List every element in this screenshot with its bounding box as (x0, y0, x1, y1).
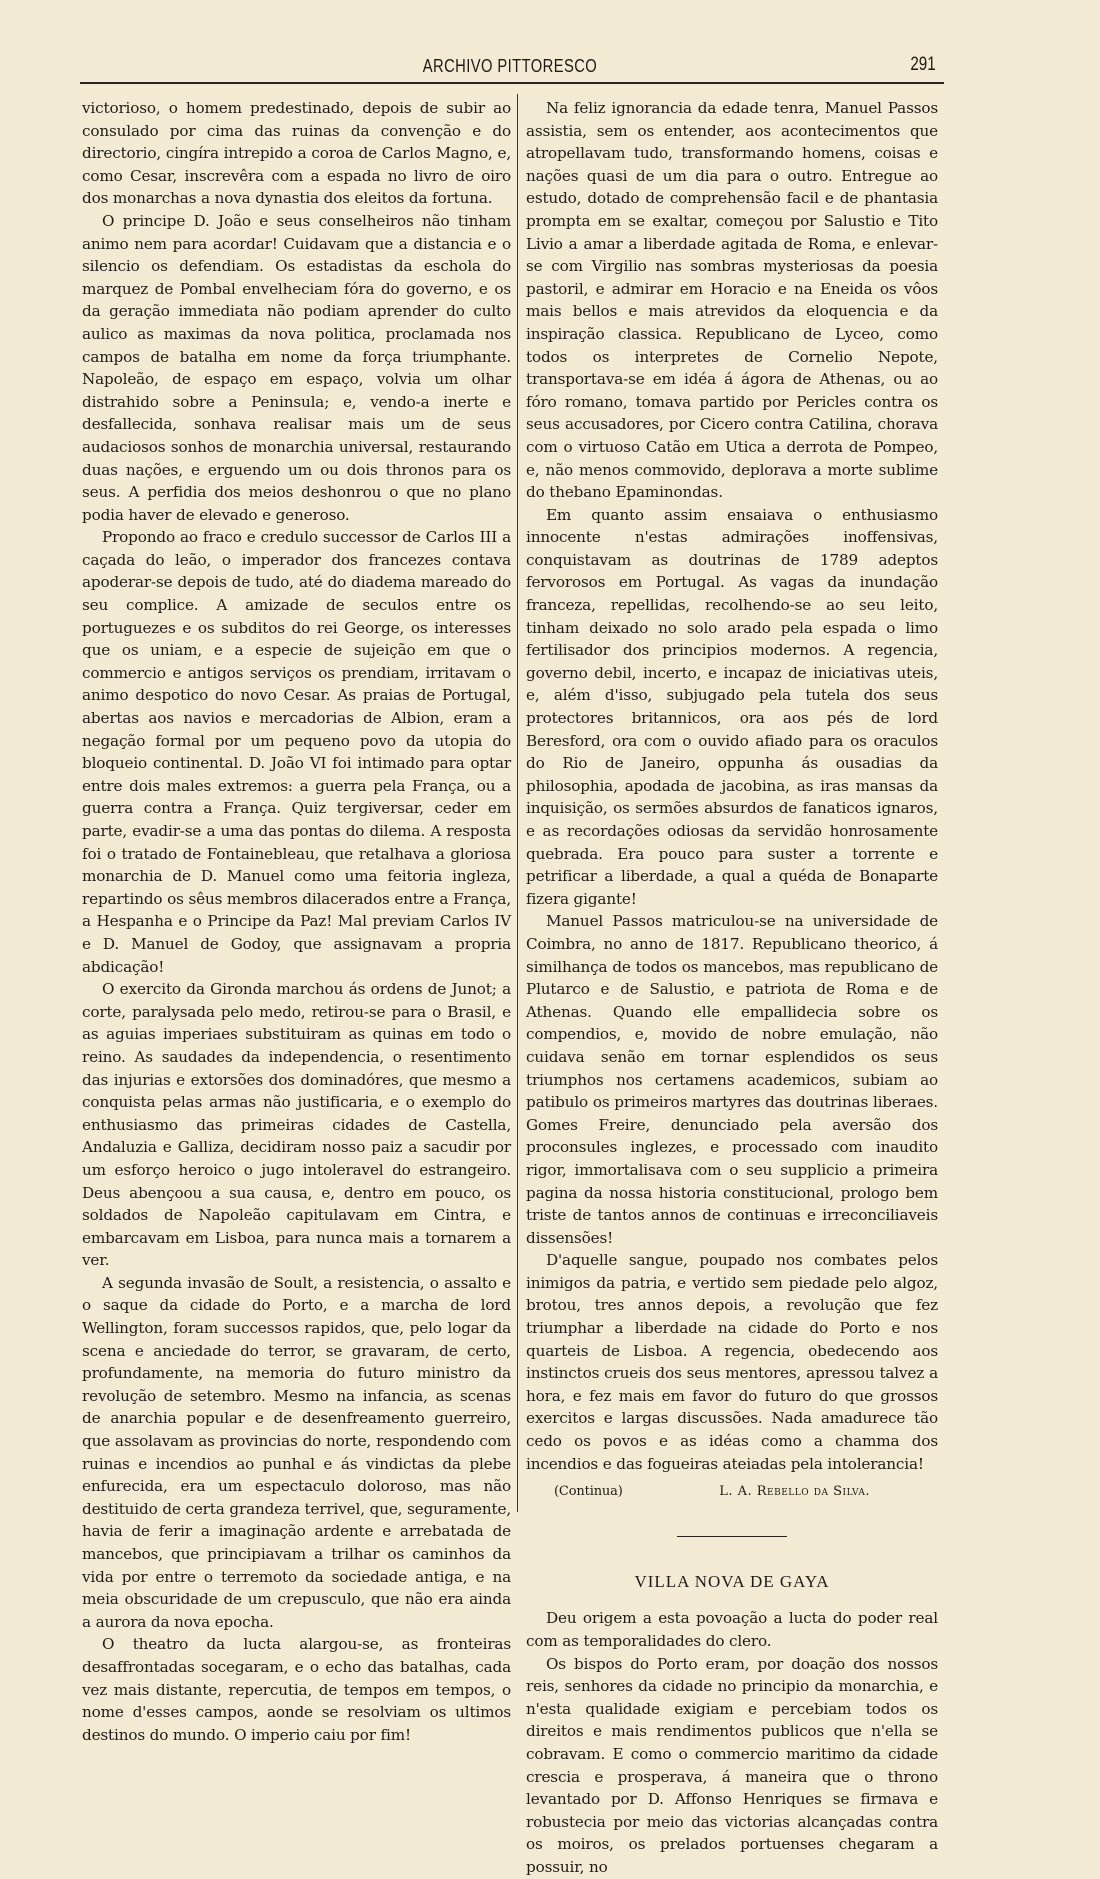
paragraph: D'aquelle sangue, poupado nos combates pelos inimigos da patria, e vertido sem piedade pelo algoz, brotou, tres annos depois, a revolução que fez triumphar a liberdade na cidade do Porto e nos quarteis de Lisboa. A regencia, obedecendo aos instinctos crueis dos seus mentores, apressou talvez a hora, e fez mais em favor do futuro do que grossos exercitos e largas discussões. Nada amadurece tão cedo os povos e as idéas como a chamma dos incendios e das fogueiras ateiadas pela intolerancia! (526, 1251, 938, 1473)
continuation-note: (Continua) (554, 1484, 623, 1500)
right-column (526, 97, 938, 1879)
section-divider (677, 1536, 787, 1537)
header-rule (80, 82, 944, 84)
author-signature: L. A. Rebello da Silva. (719, 1484, 870, 1500)
paragraph: O exercito da Gironda marchou ás ordens de Junot; a corte, paralysada pelo medo, retirou-se para o Brasil, e as aguias imperiaes substituiram as quinas em todo o reino. As saudades da independencia, o resentimento das injurias e extorsões dos dominadóres, que mesmo a conquista pelas armas não justificaria, e o exemplo do enthusiasmo das primeiras cidades de Castella, Andaluzia e Galliza, decidiram nosso paiz a sacudir por um esforço heroico o jugo intoleravel do estrangeiro. Deus abençoou a sua causa, e, dentro em pouco, os soldados de Napoleão capitulavam em Cintra, e embarcavam em Lisboa, para nunca mais a tornarem a ver. (82, 980, 511, 1270)
left-column (82, 97, 511, 1746)
paragraph: Propondo ao fraco e credulo successor de Carlos III a caçada do leão, o imperador dos francezes contava apoderar-se depois de tudo, até do diadema mareado do seu complice. A amizade de seculos entre os portuguezes e os subditos do rei George, os interesses que os uniam, e a especie de sujeição em que o commercio e antigos serviços os prendiam, irritavam o animo despotico do novo Cesar. As praias de Portugal, abertas aos navios e mercadorias de Albion, eram a negação formal por um pequeno povo da utopia do bloqueio continental. D. João VI foi intimado para optar entre dois males extremos: a guerra pela França, ou a guerra contra a França. Quiz tergiversar, ceder em parte, evadir-se a uma das pontas do dilema. A resposta foi o tratado de Fontainebleau, que retalhava a gloriosa monarchia de D. Manuel como uma feitoria ingleza, repartindo os sêus membros dilacerados entre a França, a Hespanha e o Principe da Paz! Mal previam Carlos IV e D. Manuel de Godoy, que assignavam a propria abdicação! (82, 528, 511, 976)
paragraph: A segunda invasão de Soult, a resistencia, o assalto e o saque da cidade do Porto, e a marcha de lord Wellington, foram successos rapidos, que, pelo logar da scena e anciedade do terror, se gravaram, de certo, profundamente, na memoria do futuro ministro da revolução de setembro. Mesmo na infancia, as scenas de anarchia popular e de desenfreamento guerreiro, que assolavam as provincias do norte, respondendo com ruinas e incendios ao punhal e ás vindictas da plebe enfurecida, era um espectaculo doloroso, mas não destituido de certa grandeza terrivel, que, seguramente, havia de ferir a imaginação ardente e arrebatada de mancebos, que principiavam a trilhar os caminhos da vida por entre o terremoto da sociedade antiga, e na meia obscuridade de um crepusculo, que não era ainda a aurora da nova epocha. (82, 1273, 511, 1631)
paragraph: Os bispos do Porto eram, por doação dos nossos reis, senhores da cidade no principio da monarchia, e n'esta qualidade exigiam e percebiam todos os direitos e mais rendimentos publicos que n'ella se cobravam. E como o commercio maritimo da cidade crescia e prosperava, á maneira que o throno levantado por D. Affonso Henriques se firmava e robustecia por meio das victorias alcançadas contra os moiros, os prelados portuenses chegaram a possuir, no (526, 1654, 938, 1876)
paragraph: Na feliz ignorancia da edade tenra, Manuel Passos assistia, sem os entender, aos acontecimentos que atropellavam tudo, transformando homens, coisas e nações quasi de um dia para o outro. Entregue ao estudo, dotado de comprehensão facil e de phantasia prompta em se exaltar, começou por Salustio e Tito Livio a amar a liberdade agitada de Roma, e enlevar-se com Virgilio nas sombras mysteriosas da poesia pastoril, e admirar em Horacio e na Eneida os vôos mais bellos e mais atrevidos da eloquencia e da inspiração classica. Republicano de Lyceo, como todos os interpretes de Cornelio Nepote, transportava-se em idéa á ágora de Athenas, ou ao fóro romano, tomava partido por Pericles contra os seus accusadores, por Cicero contra Catilina, chorava com o virtuoso Catão em Utica a derrota de Pompeo, e, não menos commovido, deplorava a morte sublime do thebano Epaminondas. (526, 99, 938, 502)
paragraph: O theatro da lucta alargou-se, as fronteiras desaffrontadas socegaram, e o echo das batalhas, cada vez mais distante, repercutia, de tempos em tempos, o nome d'esses campos, aonde se resolviam os ultimos destinos do mundo. O imperio caiu por fim! (82, 1635, 511, 1744)
article-signature (526, 1481, 938, 1504)
paragraph: O principe D. João e seus conselheiros não tinham animo nem para acordar! Cuidavam que a distancia e o silencio os defendiam. Os estadistas da eschola do marquez de Pombal envelheciam fóra do governo, e os da geração immediata não podiam aprender do culto aulico as maximas da nova politica, proclamada nos campos de batalha em nome da força triumphante. Napoleão, de espaço em espaço, volvia um olhar distrahido sobre a Peninsula; e, vendo-a inerte e desfallecida, sonhava realisar mais um de seus audaciosos sonhos de monarchia universal, restaurando duas nações, e erguendo um ou dois thronos para os seus. A perfidia dos meios deshonrou o que no plano podia haver de elevado e generoso. (82, 211, 511, 524)
paragraph: Em quanto assim ensaiava o enthusiasmo innocente n'estas admirações inoffensivas, conquistavam as doutrinas de 1789 adeptos fervorosos em Portugal. As vagas da inundação franceza, repellidas, recolhendo-se ao seu leito, tinham deixado no solo arado pela espada o limo fertilisador dos principios modernos. A regencia, governo debil, incerto, e incapaz de iniciativas uteis, e, além d'isso, subjugado pela tutela dos seus protectores britannicos, ora aos pés de lord Beresford, ora com o ouvido afiado para os oraculos do Rio de Janeiro, oppunha ás ousadias da philosophia, apodada de jacobina, as iras mansas da inquisição, os sermões absurdos de fanaticos ignaros, e as recordações odiosas da servidão honrosamente quebrada. Era pouco para suster a torrente e petrificar a liberdade, a qual a quéda de Bonaparte fizera gigante! (526, 505, 938, 908)
paragraph: Manuel Passos matriculou-se na universidade de Coimbra, no anno de 1817. Republicano theorico, á similhança de todos os mancebos, mas republicano de Plutarco e de Salustio, e patriota de Roma e de Athenas. Quando elle empallidecia sobre os compendios, e, movido de nobre emulação, não cuidava senão em tornar esplendidos os seus triumphos nos certamens academicos, subiam ao patibulo os primeiros martyres das doutrinas liberaes. Gomes Freire, denunciado pela aversão dos proconsules inglezes, e processado com inaudito rigor, immortalisava com o seu supplicio a primeira pagina da nossa historia constitucional, prologo bem triste de tantos annos de continuas e irreconciliaveis dissensões! (526, 912, 938, 1247)
column-rule (517, 94, 518, 1512)
section-title: VILLA NOVA DE GAYA (634, 1571, 830, 1591)
page-number: 291 (910, 54, 936, 75)
page-header (80, 54, 940, 80)
running-title: ARCHIVO PITTORESCO (422, 56, 598, 76)
paragraph: victorioso, o homem predestinado, depois de subir ao consulado por cima das ruinas da convenção e do directorio, cingíra intrepido a coroa de Carlos Magno, e, como Cesar, inscrevêra com a espada no livro de oiro dos monarchas a nova dynastia dos eleitos da fortuna. (82, 99, 511, 208)
paragraph: Deu origem a esta povoação a lucta do poder real com as temporalidades do clero. (526, 1609, 938, 1650)
